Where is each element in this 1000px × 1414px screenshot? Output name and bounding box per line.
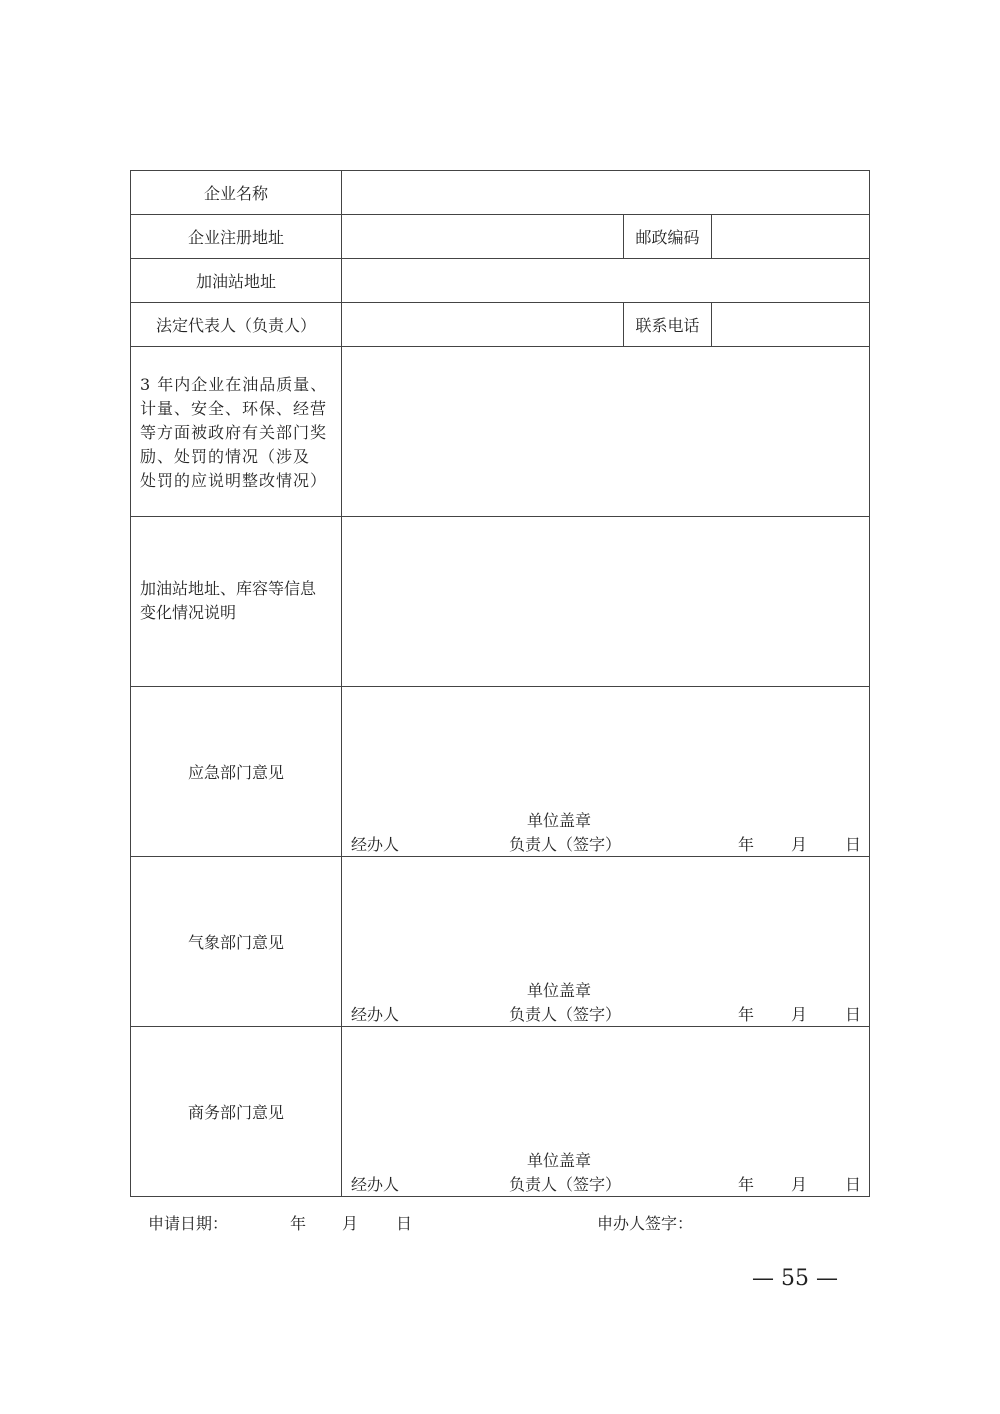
signer-label: 负责人（签字） <box>509 1175 622 1194</box>
label-meteorology-opinion: 气象部门意见 <box>130 856 342 1027</box>
apply-year: 年 <box>290 1214 307 1233</box>
label-company-name: 企业名称 <box>130 170 342 215</box>
signer-label: 负责人（签字） <box>509 1005 622 1024</box>
registered-address-field[interactable] <box>341 214 624 259</box>
month-label: 月 <box>791 835 808 854</box>
year-label: 年 <box>738 1005 755 1024</box>
label-records-cell <box>130 346 342 517</box>
postal-code-field[interactable] <box>711 214 870 259</box>
seal-label: 单位盖章 <box>527 1151 592 1170</box>
label-records: 3 年内企业在油品质量、 计量、安全、环保、经营 等方面被政府有关部门奖 励、处罚的情况（涉及 处罚的应说明整改情况） <box>140 375 328 490</box>
apply-day: 日 <box>396 1214 413 1233</box>
apply-month: 月 <box>342 1214 359 1233</box>
year-label: 年 <box>738 835 755 854</box>
label-legal-rep: 法定代表人（负责人） <box>130 302 342 347</box>
label-station-address: 加油站地址 <box>130 258 342 303</box>
page-number: — 55 — <box>752 1266 838 1291</box>
year-label: 年 <box>738 1175 755 1194</box>
label-changes-cell <box>130 516 342 687</box>
emergency-opinion-field[interactable] <box>341 686 870 857</box>
label-registered-address: 企业注册地址 <box>130 214 342 259</box>
label-commerce-opinion: 商务部门意见 <box>130 1026 342 1197</box>
changes-field[interactable] <box>341 516 870 687</box>
seal-label: 单位盖章 <box>527 811 592 830</box>
month-label: 月 <box>791 1005 808 1024</box>
month-label: 月 <box>791 1175 808 1194</box>
company-name-field[interactable] <box>341 170 870 215</box>
seal-label: 单位盖章 <box>527 981 592 1000</box>
label-phone: 联系电话 <box>623 302 712 347</box>
label-emergency-opinion: 应急部门意见 <box>130 686 342 857</box>
phone-field[interactable] <box>711 302 870 347</box>
day-label: 日 <box>845 1005 862 1024</box>
applicant-sign-label: 申办人签字： <box>597 1214 694 1233</box>
handler-label: 经办人 <box>351 1005 400 1024</box>
label-changes: 加油站地址、库容等信息 变化情况说明 <box>140 579 317 622</box>
handler-label: 经办人 <box>351 1175 400 1194</box>
day-label: 日 <box>845 835 862 854</box>
records-field[interactable] <box>341 346 870 517</box>
station-address-field[interactable] <box>341 258 870 303</box>
signer-label: 负责人（签字） <box>509 835 622 854</box>
meteorology-opinion-field[interactable] <box>341 856 870 1027</box>
legal-rep-field[interactable] <box>341 302 624 347</box>
handler-label: 经办人 <box>351 835 400 854</box>
label-postal-code: 邮政编码 <box>623 214 712 259</box>
commerce-opinion-field[interactable] <box>341 1026 870 1197</box>
day-label: 日 <box>845 1175 862 1194</box>
apply-date-label: 申请日期： <box>148 1214 229 1233</box>
